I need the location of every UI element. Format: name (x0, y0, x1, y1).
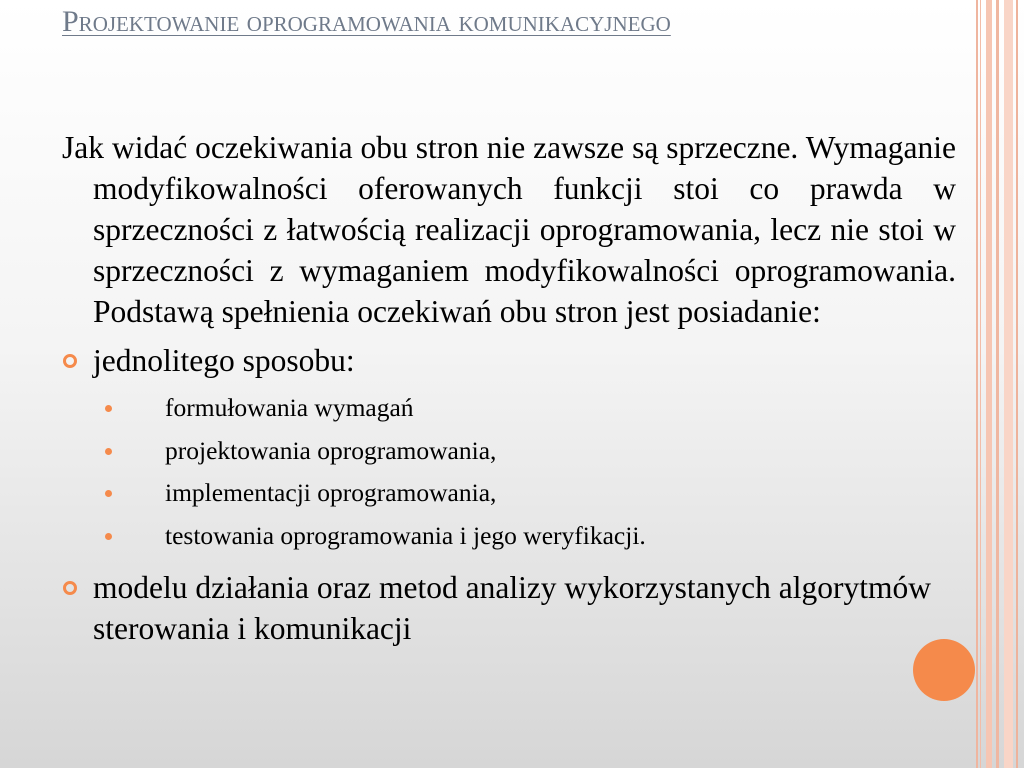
sub-bullet-item (62, 430, 956, 473)
slide-title: Projektowanie oprogramowania komunikacyjnego (62, 5, 671, 38)
intro-paragraph: Jak widać oczekiwania obu stron nie zawsze są sprzeczne. Wymaganie modyfikowalności oferowanych funkcji stoi co prawda w sprzeczności z łatwością realizacji oprogramowania, lecz nie stoi w sprzeczności z wymaganiem modyfikowalności oprogramowania. Podstawą spełnienia oczekiwań obu stron jest posiadanie: (62, 130, 956, 329)
sub-bullet-item (62, 472, 956, 515)
dot-bullet-icon (105, 405, 112, 412)
sub-bullet-list (62, 387, 956, 557)
ring-bullet-icon (63, 354, 77, 368)
stripe (1004, 0, 1013, 768)
bullet-text: modelu działania oraz metod analizy wykorzystanych algorytmów sterowania i komunikacji (93, 570, 931, 646)
decorative-side-stripes (976, 0, 1024, 768)
sub-bullet-text: formułowania wymagań (165, 393, 414, 422)
stripe (996, 0, 999, 768)
slide-body (62, 127, 956, 649)
dot-bullet-icon (105, 448, 112, 455)
bullet-text: jednolitego sposobu: (93, 343, 355, 378)
dot-bullet-icon (105, 490, 112, 497)
bullet-item (62, 567, 956, 649)
stripe (986, 0, 992, 768)
sub-bullet-text: projektowania oprogramowania, (165, 435, 497, 465)
sub-bullet-item (62, 515, 956, 558)
stripe (976, 0, 978, 768)
ring-bullet-icon (63, 581, 77, 595)
stripe (1016, 0, 1018, 768)
sub-bullet-item (62, 387, 956, 430)
sub-bullet-text: testowania oprogramowania i jego weryfikacji. (165, 520, 646, 550)
orange-circle-decoration (913, 639, 975, 701)
dot-bullet-icon (105, 533, 112, 540)
sub-bullet-text: implementacji oprogramowania, (165, 478, 497, 507)
bullet-item (62, 340, 956, 381)
stripe (980, 0, 981, 768)
